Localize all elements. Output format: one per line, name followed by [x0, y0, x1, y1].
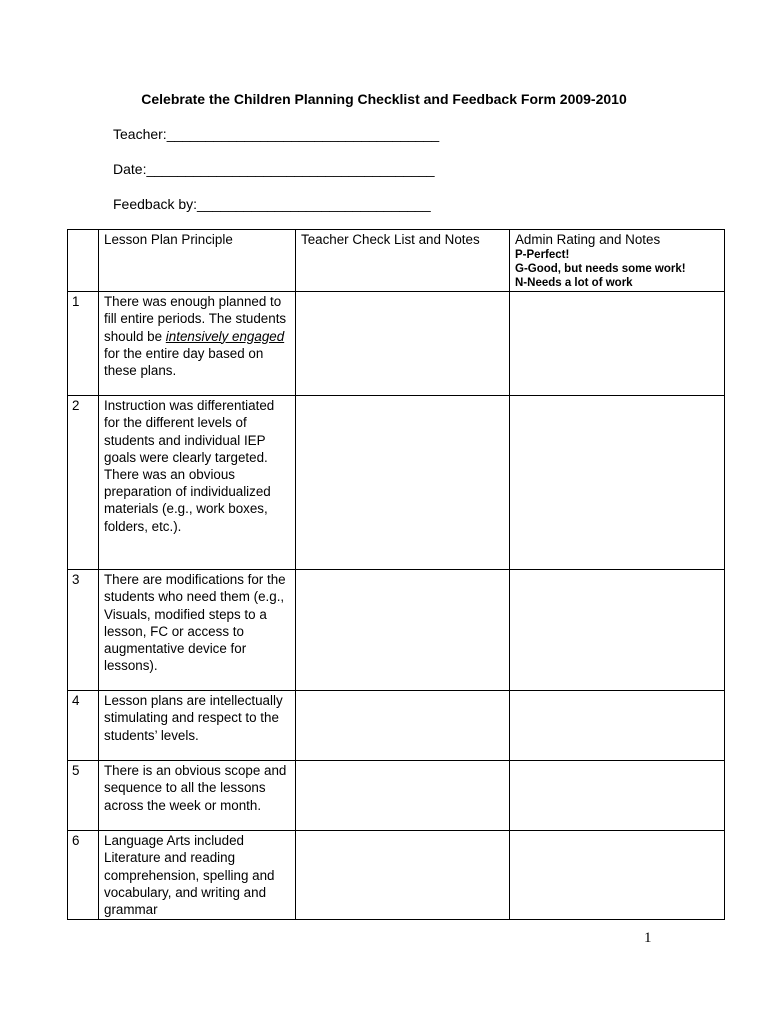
principle-text: There was enough planned to fill entire periods. The students should be — [104, 294, 287, 344]
principle-cell: There is an obvious scope and sequence to all the lessons across the week or month. — [99, 761, 296, 831]
row-number: 2 — [68, 396, 99, 570]
admin-rating-cell[interactable] — [510, 570, 725, 691]
table-row — [68, 570, 725, 691]
row-number: 6 — [68, 831, 99, 920]
admin-rating-cell[interactable] — [510, 691, 725, 761]
header-admin-rating — [510, 230, 725, 292]
admin-rating-cell[interactable] — [510, 761, 725, 831]
header-number-cell — [68, 230, 99, 292]
row-number: 5 — [68, 761, 99, 831]
principle-cell: There are modifications for the students who need them (e.g., Visuals, modified steps to a lesson, FC or access to augmentative device for lessons). — [99, 570, 296, 691]
row-number: 1 — [68, 292, 99, 396]
table-row — [68, 396, 725, 570]
principle-text-end: for the entire day based on these plans. — [104, 345, 264, 379]
admin-rating-cell[interactable] — [510, 396, 725, 570]
table-header-row — [68, 230, 725, 292]
principle-cell: Language Arts included Literature and reading comprehension, spelling and vocabulary, and writing and grammar — [99, 831, 296, 920]
legend-perfect: P-Perfect! — [515, 249, 570, 262]
principle-cell: Lesson plans are intellectually stimulating and respect to the students’ levels. — [99, 691, 296, 761]
table-row — [68, 292, 725, 396]
legend-good: G-Good, but needs some work! — [515, 263, 686, 276]
teacher-notes-cell[interactable] — [296, 570, 510, 691]
table-row — [68, 761, 725, 831]
principle-cell: Instruction was differentiated for the different levels of students and individual IEP goals were clearly targeted. There was an obvious preparation of individualized materials (e.g., work boxes, folders, etc.). — [99, 396, 296, 570]
date-field[interactable]: Date:_____________________________________ — [113, 161, 435, 177]
table-row — [68, 691, 725, 761]
principle-cell — [99, 292, 296, 396]
row-number: 4 — [68, 691, 99, 761]
teacher-notes-cell[interactable] — [296, 396, 510, 570]
feedback-by-field[interactable]: Feedback by:______________________________ — [113, 196, 431, 212]
page-number: 1 — [644, 930, 652, 946]
teacher-notes-cell[interactable] — [296, 292, 510, 396]
checklist-table — [67, 229, 725, 920]
teacher-notes-cell[interactable] — [296, 691, 510, 761]
admin-rating-cell[interactable] — [510, 292, 725, 396]
teacher-notes-cell[interactable] — [296, 831, 510, 920]
form-title: Celebrate the Children Planning Checklist and Feedback Form 2009-2010 — [141, 91, 627, 107]
principle-emphasis: intensively engaged — [165, 328, 285, 344]
legend-needs-work: N-Needs a lot of work — [515, 277, 633, 290]
teacher-notes-cell[interactable] — [296, 761, 510, 831]
table-row — [68, 831, 725, 920]
row-number: 3 — [68, 570, 99, 691]
teacher-field[interactable]: Teacher:___________________________________ — [113, 126, 440, 142]
header-teacher-notes: Teacher Check List and Notes — [296, 230, 510, 292]
admin-rating-label: Admin Rating and Notes — [515, 232, 661, 247]
header-principle: Lesson Plan Principle — [99, 230, 296, 292]
admin-rating-cell[interactable] — [510, 831, 725, 920]
